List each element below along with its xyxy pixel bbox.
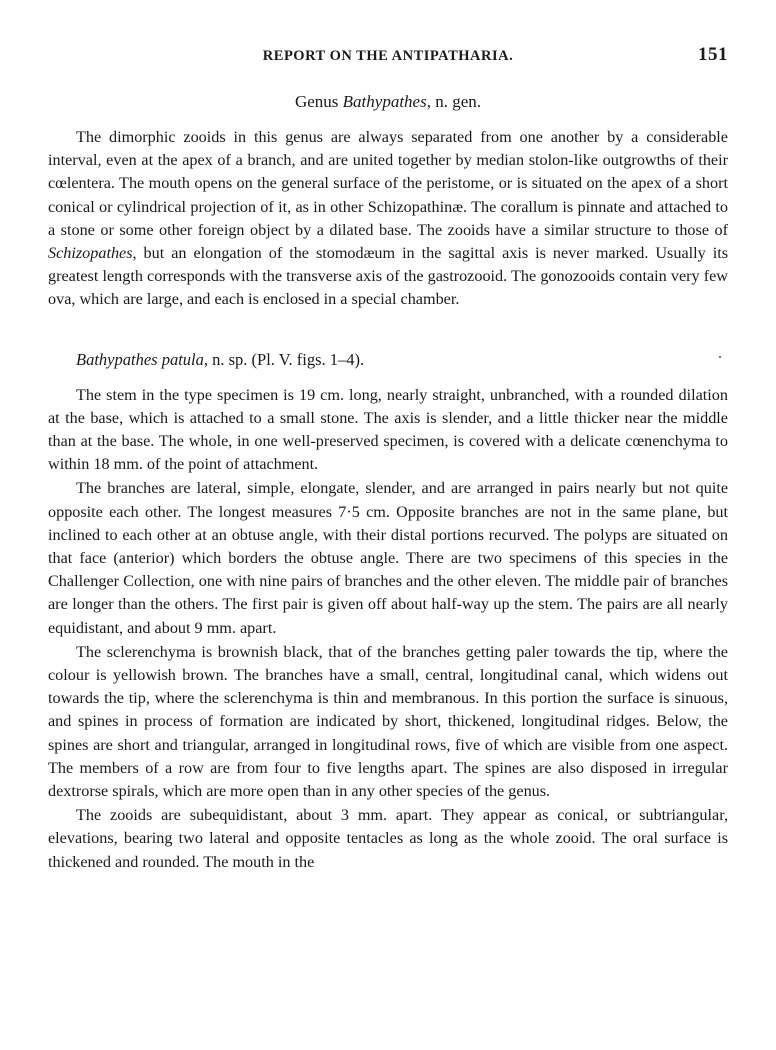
running-title: REPORT ON THE ANTIPATHARIA.	[262, 48, 514, 64]
species-heading-name: Bathypathes patula	[76, 349, 204, 369]
genus-description-taxon: Schizopathes	[48, 244, 133, 263]
genus-description-part: , but an elongation of the stomodæum in the sagittal axis is never marked. Usually its greatest length corresponds with the transverse axis of the gastrozooid. The gonozooids contain very few ova, which are large, and each is enclosed in a special chamber.	[48, 244, 728, 309]
species-paragraph-stem: The stem in the type specimen is 19 cm. long, nearly straight, unbranched, with a rounded dilation at the base, which is attached to a small stone. The axis is slender, and a little thicker near the middle than at the base. The whole, in one well-preserved specimen, is covered with a delicate cœnenchyma to within 18 mm. of the point of attachment.	[48, 385, 728, 474]
species-heading	[48, 350, 728, 370]
genus-description-part: The dimorphic zooids in this genus are always separated from one another by a considerable interval, even at the apex of a branch, and are united together by median stolon-like outgrowths of their cœlentera. The mouth opens on the general surface of the peristome, or is situated on the apex of a short conical or cylindrical projection of it, as in other Schizopathinæ. The corallum is pinnate and attached to a stone or some other foreign object by a dilated base. The zooids have a similar structure to those of	[48, 128, 728, 239]
genus-heading-name: Bathypathes	[342, 92, 427, 111]
species-paragraph-sclerenchyma: The sclerenchyma is brownish black, that of the branches getting paler towards the tip, where the colour is yellowish brown. The branches have a small, central, longitudinal canal, which widens out towards the tip, where the sclerenchyma is thin and membranous. In this portion the surface is sinuous, and spines in process of formation are indicated by short, thickened, longitudinal ridges. Below, the spines are short and triangular, arranged in longitudinal rows, five of which are visible from one aspect. The members of a row are from four to five lengths apart. The spines are also disposed in irregular dextrorse spirals, which are more open than in any other species of the genus.	[48, 642, 728, 801]
species-heading-suffix: , n. sp. (Pl. V. figs. 1–4).	[203, 349, 365, 369]
species-paragraph-zooids: The zooids are subequidistant, about 3 mm. apart. They appear as conical, or subtriangular, elevations, bearing two lateral and opposite tentacles as long as the whole zooid. The oral surface is thickened and rounded. The mouth in the	[48, 806, 728, 871]
print-speck	[719, 356, 721, 358]
genus-heading-prefix: Genus	[294, 92, 343, 111]
running-header	[48, 40, 728, 70]
genus-description-paragraph	[48, 126, 728, 312]
genus-heading	[48, 92, 728, 112]
document-page	[48, 40, 728, 874]
species-paragraph-branches: The branches are lateral, simple, elongate, slender, and are arranged in pairs nearly but not quite opposite each other. The longest measures 7·5 cm. Opposite branches are not in the same plane, but inclined to each other at an obtuse angle, with their distal portions recurved. The polyps are situated on that face (anterior) which borders the obtuse angle. There are two specimens of this species in the Challenger Collection, one with nine pairs of branches and the other eleven. The middle pair of branches are longer than the others. The first pair is given off about half-way up the stem. The pairs are all nearly equidistant, and about 9 mm. apart.	[48, 479, 728, 637]
genus-heading-suffix: , n. gen.	[426, 92, 482, 111]
page-number: 151	[698, 44, 728, 65]
